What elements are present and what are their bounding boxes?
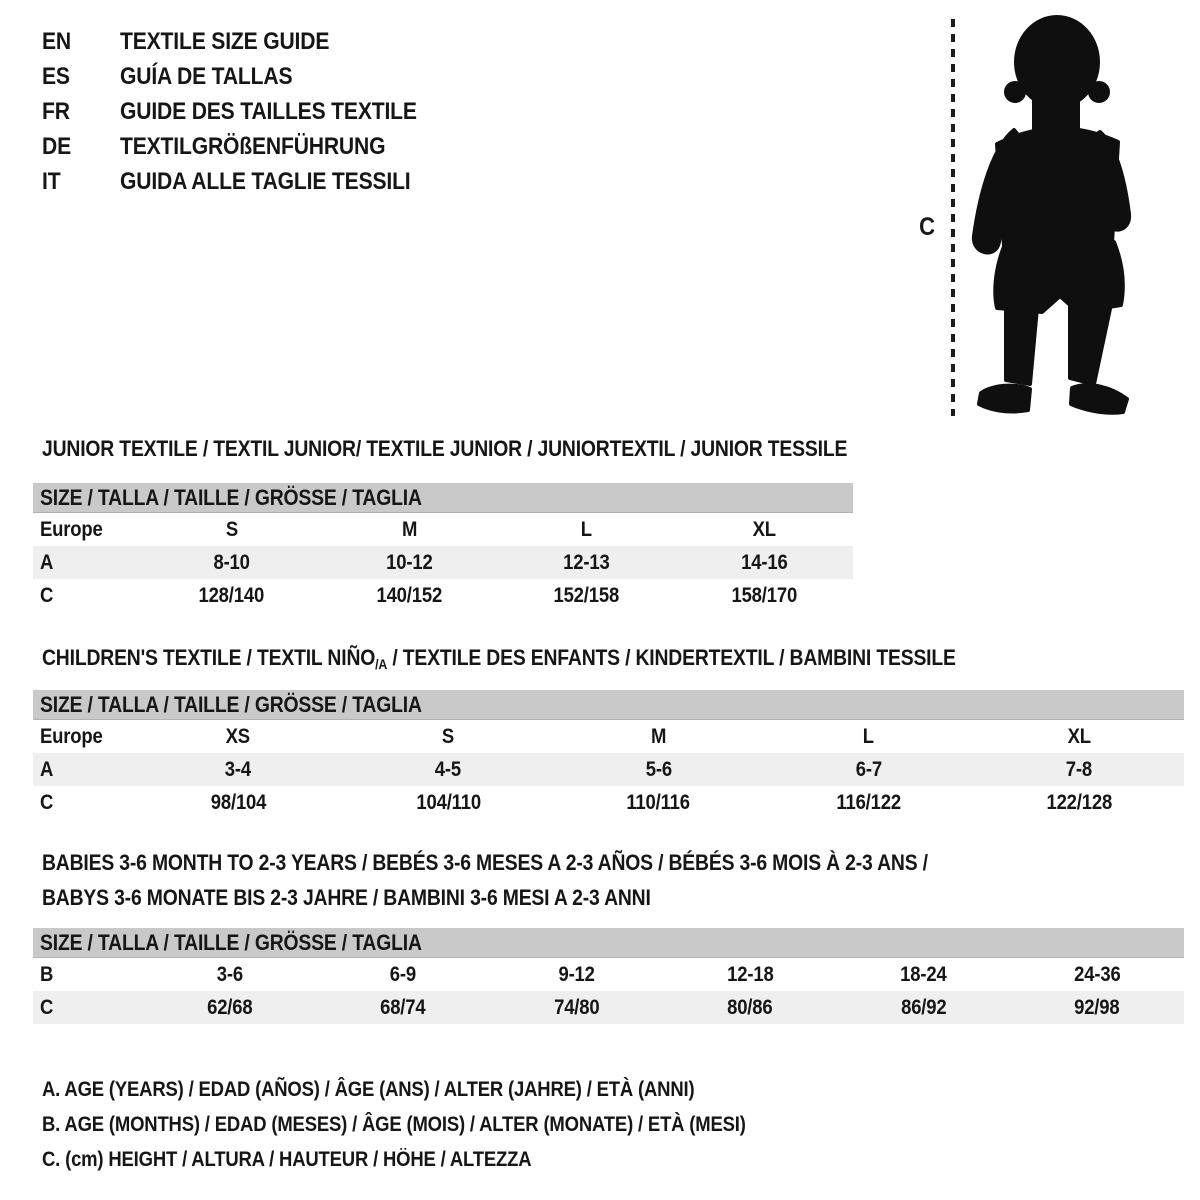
age-cell: 6-7 xyxy=(855,757,882,781)
size-table-header: SIZE / TALLA / TAILLE / GRÖSSE / TAGLIA xyxy=(33,690,1184,720)
children-size-table xyxy=(33,690,1184,819)
size-cell: L xyxy=(581,517,593,541)
babies-section-title: BABIES 3-6 MONTH TO 2-3 YEARS / BEBÉS 3-6 MESES A 2-3 AÑOS / BÉBÉS 3-6 MOIS À 2-3 ANS / BABYS 3-6 MONATE BIS 2-3 JAHRE / BAMBINI 3-6 MESI A 2-3 ANNI xyxy=(42,850,928,910)
legend-line-c: C. (cm) HEIGHT / ALTURA / HAUTEUR / HÖHE / ALTEZZA xyxy=(42,1147,532,1171)
language-title: TEXTILGRÖßENFÜHRUNG xyxy=(120,132,386,160)
table-row-europe xyxy=(33,513,853,546)
row-label: A xyxy=(40,757,54,781)
legend-line-a: A. AGE (YEARS) / EDAD (AÑOS) / ÂGE (ANS) / ALTER (JAHRE) / ETÀ (ANNI) xyxy=(42,1077,695,1101)
language-title: TEXTILE SIZE GUIDE xyxy=(120,27,330,55)
age-cell: 14-16 xyxy=(741,550,788,574)
language-row-es xyxy=(42,59,457,94)
language-title-list xyxy=(42,24,457,199)
size-cell: M xyxy=(650,724,667,748)
table-row-height xyxy=(33,991,1184,1024)
age-cell: 24-36 xyxy=(1074,962,1121,986)
height-cell: 98/104 xyxy=(210,790,266,814)
height-cell: 116/122 xyxy=(836,790,901,814)
children-section-title: CHILDREN'S TEXTILE / TEXTIL NIÑO/A / TEXTILE DES ENFANTS / KINDERTEXTIL / BAMBINI TESSILE xyxy=(42,645,956,672)
size-cell: L xyxy=(863,724,875,748)
junior-size-table xyxy=(33,483,853,612)
row-label: C xyxy=(40,790,54,814)
size-cell: S xyxy=(442,724,455,748)
row-label: Europe xyxy=(40,724,103,748)
age-cell: 7-8 xyxy=(1065,757,1093,781)
row-label: C xyxy=(40,995,54,1019)
size-cell: S xyxy=(225,517,238,541)
language-code: EN xyxy=(42,27,71,55)
row-label: B xyxy=(40,962,54,986)
height-cell: 122/128 xyxy=(1046,790,1112,814)
language-row-it xyxy=(42,164,457,199)
height-cell: 62/68 xyxy=(207,995,253,1019)
table-row-age xyxy=(33,753,1184,786)
table-row-age-months xyxy=(33,958,1184,991)
age-cell: 12-13 xyxy=(563,550,610,574)
language-row-en xyxy=(42,24,457,59)
measurement-legend xyxy=(42,1072,842,1177)
table-row-age xyxy=(33,546,853,579)
height-measure-label: C xyxy=(919,213,935,241)
height-cell: 86/92 xyxy=(901,995,947,1019)
language-code: ES xyxy=(42,62,70,90)
height-cell: 110/116 xyxy=(626,790,691,814)
height-cell: 104/110 xyxy=(416,790,481,814)
age-cell: 9-12 xyxy=(558,962,595,986)
age-cell: 8-10 xyxy=(213,550,250,574)
language-row-de xyxy=(42,129,457,164)
height-cell: 80/86 xyxy=(727,995,773,1019)
table-row-europe xyxy=(33,720,1184,753)
title-subscript: /A xyxy=(375,656,388,672)
language-code: DE xyxy=(42,132,71,160)
baby-silhouette-icon xyxy=(960,12,1140,417)
language-code: IT xyxy=(42,167,61,195)
junior-section-title: JUNIOR TEXTILE / TEXTIL JUNIOR/ TEXTILE JUNIOR / JUNIORTEXTIL / JUNIOR TESSILE xyxy=(42,436,848,461)
legend-line-b: B. AGE (MONTHS) / EDAD (MESES) / ÂGE (MOIS) / ALTER (MONATE) / ETÀ (MESI) xyxy=(42,1112,746,1136)
language-title: GUIDA ALLE TAGLIE TESSILI xyxy=(120,167,411,195)
size-cell: XL xyxy=(1067,724,1091,748)
height-cell: 158/170 xyxy=(731,583,798,607)
height-cell: 68/74 xyxy=(380,995,426,1019)
height-cell: 152/158 xyxy=(553,583,620,607)
language-title: GUÍA DE TALLAS xyxy=(120,62,293,90)
size-cell: XS xyxy=(225,724,251,748)
language-row-fr xyxy=(42,94,457,129)
age-cell: 5-6 xyxy=(645,757,672,781)
size-table-header: SIZE / TALLA / TAILLE / GRÖSSE / TAGLIA xyxy=(33,928,1184,958)
table-row-height xyxy=(33,579,853,612)
age-cell: 3-4 xyxy=(225,757,252,781)
age-cell: 6-9 xyxy=(390,962,417,986)
height-cell: 128/140 xyxy=(198,583,265,607)
size-cell: M xyxy=(401,517,417,541)
height-cell: 92/98 xyxy=(1074,995,1120,1019)
size-table-header: SIZE / TALLA / TAILLE / GRÖSSE / TAGLIA xyxy=(33,483,853,513)
babies-size-table xyxy=(33,928,1184,1024)
table-row-height xyxy=(33,786,1184,819)
size-cell: XL xyxy=(752,517,776,541)
row-label: A xyxy=(40,550,54,574)
language-title: GUIDE DES TAILLES TEXTILE xyxy=(120,97,417,125)
age-cell: 12-18 xyxy=(727,962,774,986)
height-cell: 140/152 xyxy=(376,583,443,607)
height-cell: 74/80 xyxy=(554,995,600,1019)
height-dashed-line xyxy=(951,19,955,416)
row-label: C xyxy=(40,583,54,607)
age-cell: 18-24 xyxy=(900,962,947,986)
age-cell: 10-12 xyxy=(386,550,433,574)
age-cell: 3-6 xyxy=(216,962,243,986)
language-code: FR xyxy=(42,97,70,125)
age-cell: 4-5 xyxy=(435,757,462,781)
row-label: Europe xyxy=(40,517,103,541)
